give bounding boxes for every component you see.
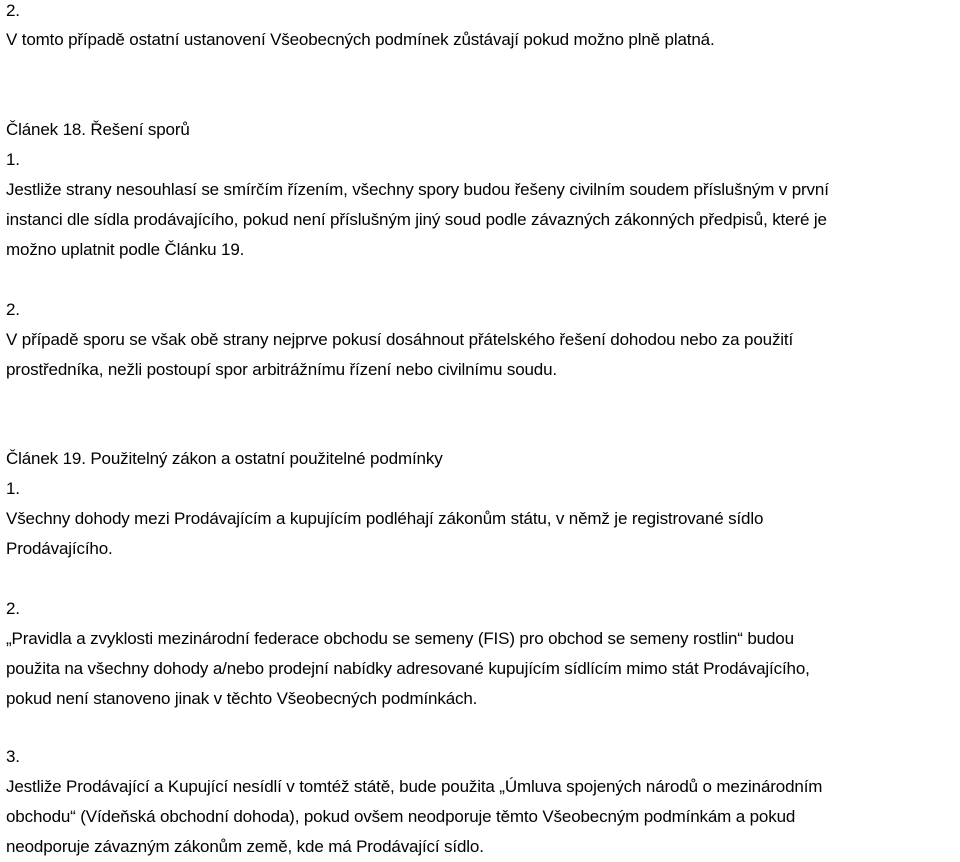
article-18-item-2-number: 2. bbox=[6, 300, 20, 319]
article-19-item-2-line-3: pokud není stanoveno jinak v těchto Všeobecných podmínkách. bbox=[6, 689, 478, 708]
article-18-item-1-number: 1. bbox=[6, 150, 20, 169]
article-18-item-1-line-2: instanci dle sídla prodávajícího, pokud není příslušným jiný soud podle závazných zákonných předpisů, které je bbox=[6, 210, 827, 229]
article-19-item-3-line-1: Jestliže Prodávající a Kupující nesídlí v tomtéž státě, bude použita „Úmluva spojených národů o mezinárodním bbox=[6, 777, 823, 796]
article-19-item-3-number: 3. bbox=[6, 747, 20, 766]
article-19-item-1-number: 1. bbox=[6, 479, 20, 498]
article-19-item-3-line-3: neodporuje závazným zákonům země, kde má Prodávající sídlo. bbox=[6, 837, 484, 856]
article-19-item-2-line-1: „Pravidla a zvyklosti mezinárodní federace obchodu se semeny (FIS) pro obchod se semeny rostlin“ budou bbox=[6, 629, 794, 648]
article-18-item-2-line-1: V případě sporu se však obě strany nejprve pokusí dosáhnout přátelského řešení dohodou nebo za použití bbox=[6, 330, 794, 349]
prev-item-text: V tomto případě ostatní ustanovení Všeobecných podmínek zůstávají pokud možno plně platná. bbox=[6, 30, 715, 49]
article-19-item-2-number: 2. bbox=[6, 599, 20, 618]
article-19-item-2-line-2: použita na všechny dohody a/nebo prodejní nabídky adresované kupujícím sídlícím mimo stát Prodávajícího, bbox=[6, 659, 810, 678]
article-18-heading: Článek 18. Řešení sporů bbox=[6, 120, 190, 139]
article-19-item-3-line-2: obchodu“ (Vídeňská obchodní dohoda), pokud ovšem neodporuje těmto Všeobecným podmínkám a pokud bbox=[6, 807, 796, 826]
prev-item-number: 2. bbox=[6, 1, 20, 20]
article-18-item-1-line-1: Jestliže strany nesouhlasí se smírčím řízením, všechny spory budou řešeny civilním soudem příslušným v první bbox=[6, 180, 829, 199]
article-18-item-2-line-2: prostředníka, nežli postoupí spor arbitrážnímu řízení nebo civilnímu soudu. bbox=[6, 360, 557, 379]
article-19-item-1-line-1: Všechny dohody mezi Prodávajícím a kupujícím podléhají zákonům státu, v němž je registrované sídlo bbox=[6, 509, 764, 528]
article-19-heading: Článek 19. Použitelný zákon a ostatní použitelné podmínky bbox=[6, 449, 443, 468]
article-19-item-1-line-2: Prodávajícího. bbox=[6, 539, 113, 558]
article-18-item-1-line-3: možno uplatnit podle Článku 19. bbox=[6, 240, 245, 259]
